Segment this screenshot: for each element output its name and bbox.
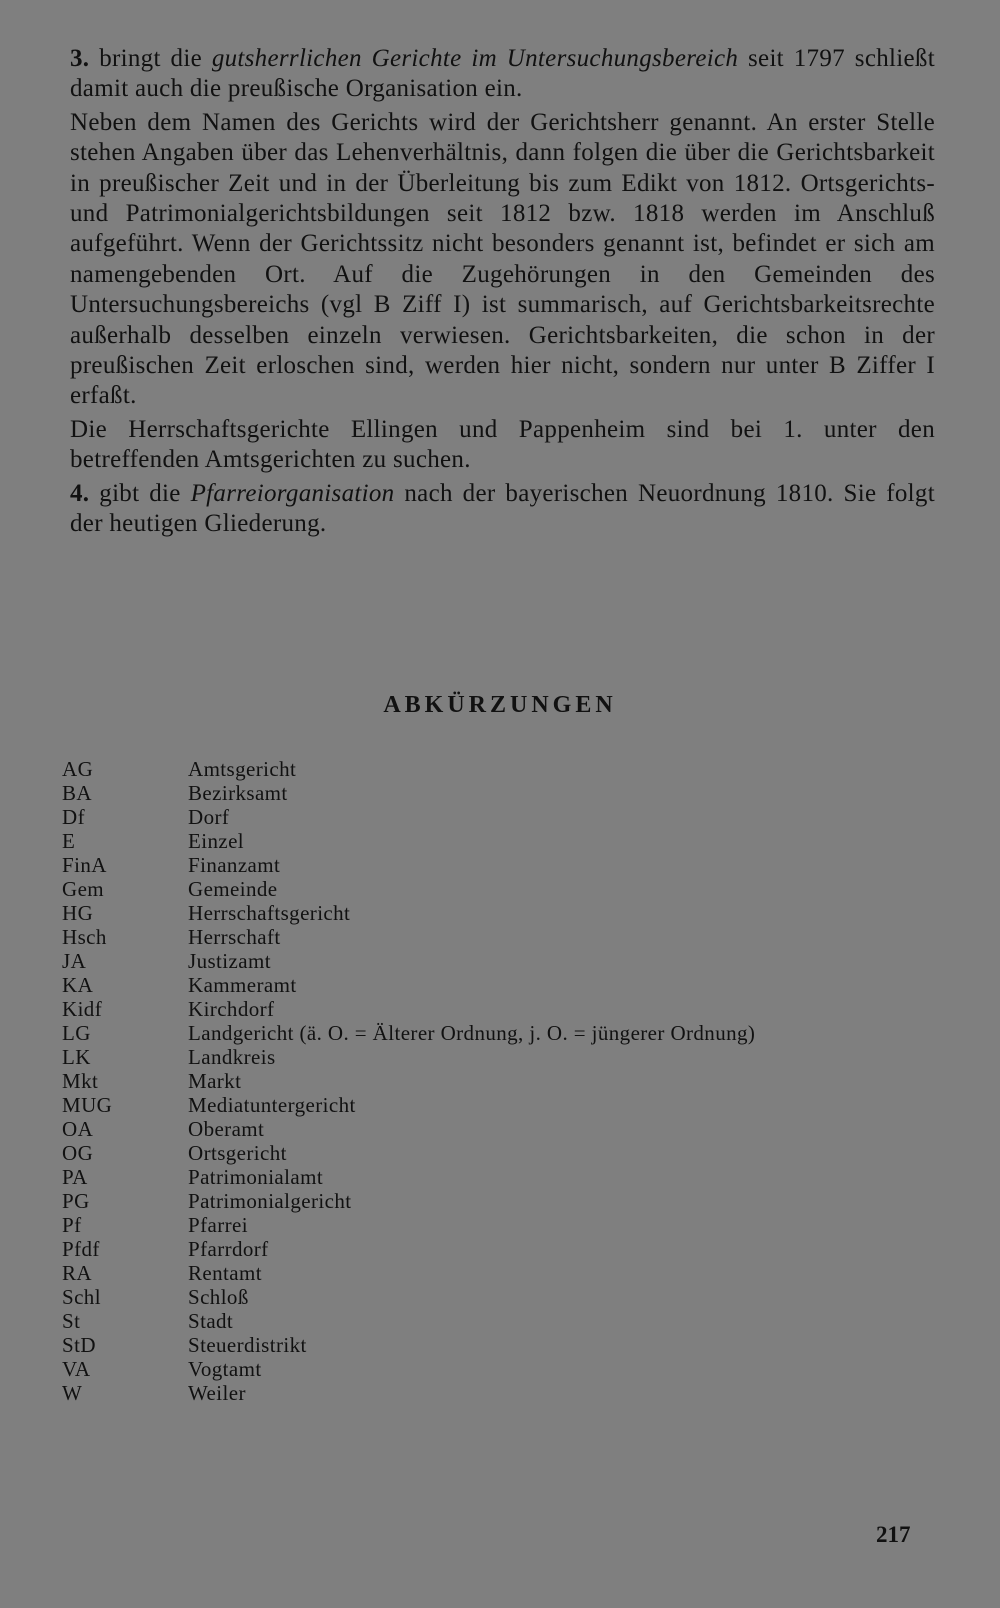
abbreviation-code: PG (62, 1189, 90, 1213)
abbreviation-row (62, 901, 962, 925)
abbreviation-code: BA (62, 781, 92, 805)
abbreviation-row (62, 1381, 962, 1405)
abbreviation-meaning: Pfarrdorf (188, 1237, 269, 1261)
abbreviation-code: MUG (62, 1093, 113, 1117)
abbreviation-code: LG (62, 1021, 91, 1045)
abbreviation-meaning: Steuerdistrikt (188, 1333, 307, 1357)
paragraph-text: gibt die (99, 479, 181, 507)
abbreviation-meaning: Dorf (188, 805, 230, 829)
abbreviation-code: StD (62, 1333, 96, 1357)
abbreviation-code: PA (62, 1165, 88, 1189)
abbreviation-code: Kidf (62, 997, 103, 1021)
abbreviation-code: AG (62, 757, 94, 781)
abbreviation-row (62, 925, 962, 949)
abbreviation-meaning: Bezirksamt (188, 781, 288, 805)
abbreviation-row (62, 1285, 962, 1309)
abbreviation-code: Df (62, 805, 85, 829)
abbreviation-code: VA (62, 1357, 91, 1381)
abbreviation-meaning: Schloß (188, 1285, 249, 1309)
abbreviation-row (62, 1165, 962, 1189)
abbreviation-code: RA (62, 1261, 92, 1285)
body-text (70, 44, 935, 540)
abbreviation-code: KA (62, 973, 94, 997)
abbreviation-meaning: Kirchdorf (188, 997, 275, 1021)
abbreviation-meaning: Einzel (188, 829, 245, 853)
abbreviation-meaning: Weiler (188, 1381, 246, 1405)
abbreviation-row (62, 805, 962, 829)
abbreviations-list (62, 757, 962, 1405)
abbreviation-meaning: Justizamt (188, 949, 271, 973)
abbreviation-code: Schl (62, 1285, 101, 1309)
abbreviation-code: E (62, 829, 76, 853)
abbreviations-heading: ABKÜRZUNGEN (383, 692, 617, 718)
abbreviation-meaning: Markt (188, 1069, 242, 1093)
abbreviation-row (62, 1309, 962, 1333)
abbreviation-code: W (62, 1381, 83, 1405)
paragraph-text: nach der bayerischen Neuordnung 1810. Sie folgt der heutigen Gliederung. (70, 479, 935, 538)
abbreviation-code: Pf (62, 1213, 82, 1237)
item-number: 4. (70, 479, 90, 507)
abbreviation-code: Mkt (62, 1069, 99, 1093)
abbreviation-row (62, 757, 962, 781)
abbreviation-code: Gem (62, 877, 105, 901)
item-number: 3. (70, 45, 90, 72)
abbreviation-code: JA (62, 949, 87, 973)
abbreviation-row (62, 829, 962, 853)
abbreviation-row (62, 973, 962, 997)
abbreviation-meaning: Gemeinde (188, 877, 278, 901)
abbreviation-code: FinA (62, 853, 107, 877)
abbreviation-row (62, 1261, 962, 1285)
abbreviation-row (62, 1045, 962, 1069)
abbreviation-meaning: Pfarrei (188, 1213, 248, 1237)
abbreviation-meaning: Landkreis (188, 1045, 276, 1069)
abbreviation-meaning: Herrschaft (188, 925, 281, 949)
paragraph-3 (70, 44, 935, 105)
paragraph-text: bringt die (99, 45, 202, 72)
abbreviation-row (62, 997, 962, 1021)
abbreviation-code: OA (62, 1117, 94, 1141)
abbreviation-code: Pfdf (62, 1237, 100, 1261)
abbreviation-row (62, 1093, 962, 1117)
abbreviation-meaning: Patrimonialgericht (188, 1189, 352, 1213)
paragraph-herrschaftsgerichte: Die Herrschaftsgerichte Ellingen und Pappenheim sind bei 1. unter den betreffenden Amtsgerichten zu suchen. (70, 415, 935, 474)
abbreviation-row (62, 1021, 962, 1045)
abbreviation-row (62, 1117, 962, 1141)
abbreviation-meaning: Kammeramt (188, 973, 297, 997)
abbreviation-meaning: Patrimonialamt (188, 1165, 324, 1189)
abbreviation-meaning: Stadt (188, 1309, 234, 1333)
abbreviation-row (62, 1357, 962, 1381)
abbreviation-row (62, 877, 962, 901)
abbreviation-meaning: Amtsgericht (188, 757, 297, 781)
abbreviation-row (62, 1189, 962, 1213)
abbreviation-code: St (62, 1309, 81, 1333)
abbreviation-row (62, 1237, 962, 1261)
paragraph-4 (70, 479, 935, 540)
abbreviation-row (62, 781, 962, 805)
emphasis-text: gutsherrlichen Gerichte im Untersuchungsbereich (211, 45, 739, 72)
abbreviation-row (62, 1069, 962, 1093)
abbreviation-code: OG (62, 1141, 94, 1165)
page-number: 217 (876, 1522, 911, 1547)
paragraph-text: seit 1797 schließt damit auch die preußische Organisation ein. (70, 45, 935, 103)
abbreviation-meaning: Herrschaftsgericht (188, 901, 351, 925)
abbreviation-row (62, 949, 962, 973)
abbreviation-row (62, 1213, 962, 1237)
abbreviation-code: HG (62, 901, 94, 925)
abbreviation-meaning: Rentamt (188, 1261, 262, 1285)
paragraph-court-details: Neben dem Namen des Gerichts wird der Gerichtsherr genannt. An erster Stelle stehen Angaben über das Lehenverhältnis, dann folgen die über die Gerichtsbarkeit in preußischer Zeit und in der Überleitung bis zum Edikt von 1812. Ortsgerichts- und Patrimonialgerichtsbildungen seit 1812 bzw. 1818 werden im Anschluß aufgeführt. Wenn der Gerichtssitz nicht besonders genannt ist, befindet er sich am namengebenden Ort. Auf die Zugehörungen in den Gemeinden des Untersuchungsbereichs (vgl B Ziff I) ist summarisch, auf Gerichtsbarkeitsrechte außerhalb desselben einzeln verwiesen. Gerichtsbarkeiten, die schon in der preußischen Zeit erloschen sind, werden hier nicht, sondern nur unter B Ziffer I erfaßt. (70, 108, 935, 410)
abbreviation-meaning: Oberamt (188, 1117, 265, 1141)
abbreviation-meaning: Landgericht (ä. O. = Älterer Ordnung, j. O. = jüngerer Ordnung) (188, 1021, 756, 1045)
abbreviation-code: Hsch (62, 925, 107, 949)
abbreviation-row (62, 1333, 962, 1357)
abbreviation-code: LK (62, 1045, 91, 1069)
abbreviation-row (62, 1141, 962, 1165)
abbreviation-meaning: Mediatuntergericht (188, 1093, 356, 1117)
abbreviation-meaning: Vogtamt (188, 1357, 262, 1381)
abbreviation-row (62, 853, 962, 877)
emphasis-text: Pfarreiorganisation (190, 479, 395, 507)
abbreviation-meaning: Finanzamt (188, 853, 281, 877)
abbreviation-meaning: Ortsgericht (188, 1141, 287, 1165)
